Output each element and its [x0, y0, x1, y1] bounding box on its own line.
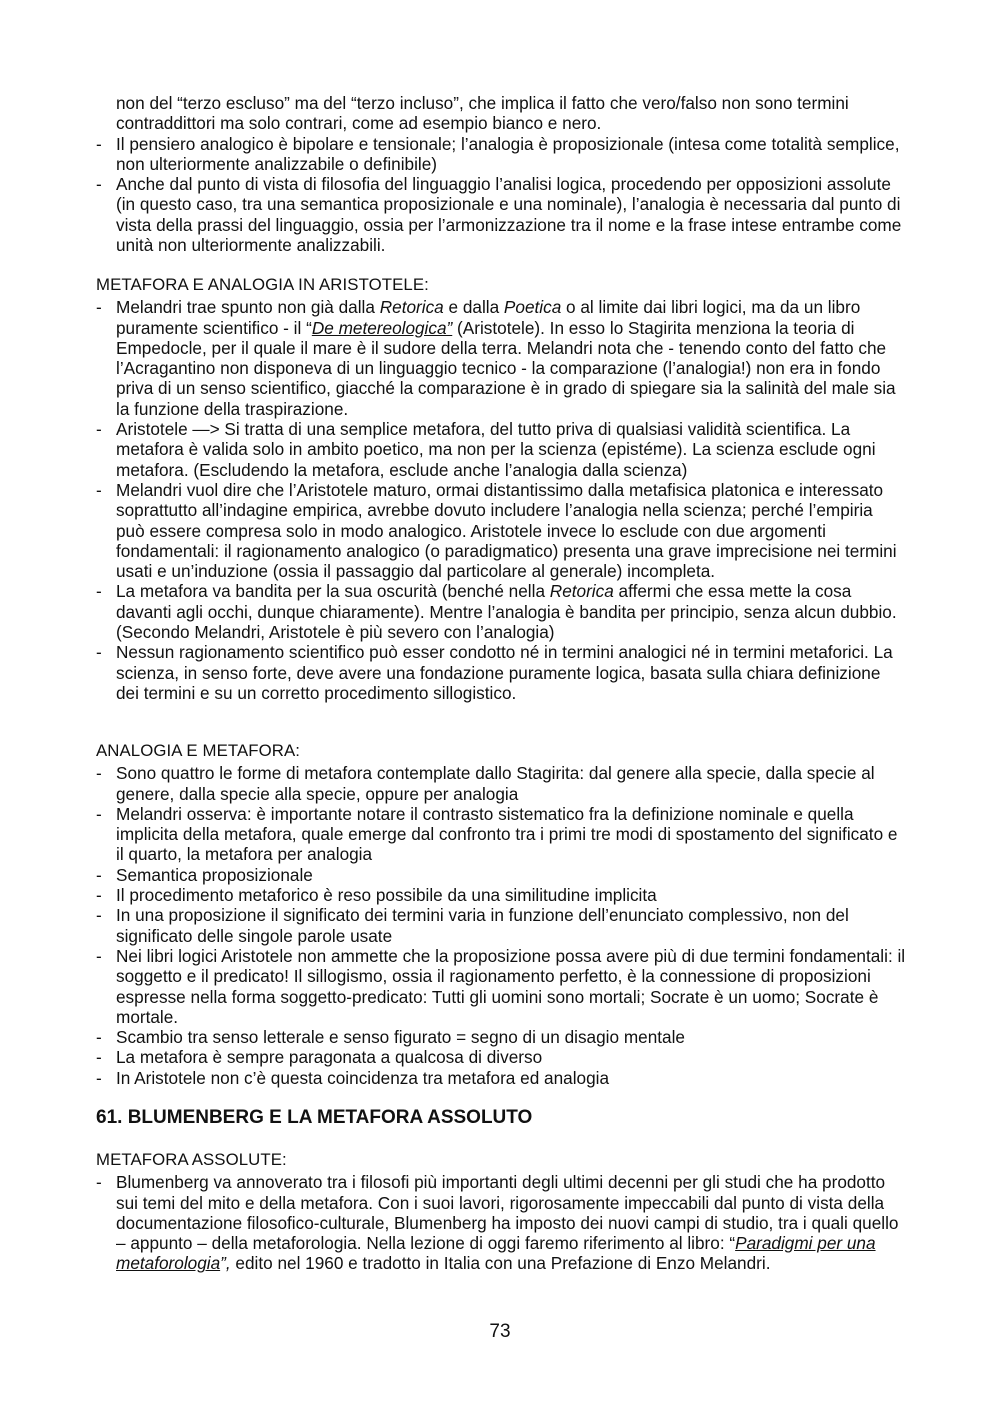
section-aristotele: [96, 275, 906, 703]
blumenberg-list: [96, 1172, 906, 1273]
list-item: - Aristotele —> Si tratta di una semplice metafora, del tutto priva di qualsiasi validità scientifica. La metafora è valida solo in ambito poetico, ma non per la scienza (epistéme). La scienza esclude ogni metafora. (Escludendo la metafora, esclude anche l’analogia dalla scienza): [96, 419, 876, 480]
section-heading: METAFORA ASSOLUTE:: [96, 1150, 287, 1169]
analogia-list: [96, 763, 906, 1088]
bullet-dash: -: [96, 945, 102, 966]
list-item: - La metafora va bandita per la sua oscurità (benché nella Retorica affermi che essa mette la cosa davanti agli occhi, dunque chiaramente). Mentre l’analogia è bandita per principio, senza alcun dubbio. (Secondo Melandri, Aristotele è più severo con l’analogia): [96, 581, 897, 643]
bullet-dash: -: [96, 864, 102, 885]
list-item: - Blumenberg va annoverato tra i filosofi più importanti degli ultimi decenni per gli studi che ha prodotto sui temi del mito e della metafora. Con i suoi lavori, rigorosamente impeccabili dal punto di vista della documentazione filosofico-culturale, Blumenberg ha imposto dei nuovi campi di studio, tra i quali quello – appunto – della metaforologia. Nella lezione di oggi faremo riferimento al libro: “Paradigmi per una metaforologia”, edito nel 1960 e tradotto in Italia con una Prefazione di Enzo Melandri.: [96, 1172, 899, 1274]
book-title-retorica: Retorica: [379, 297, 444, 318]
list-item: - Il pensiero analogico è bipolare e tensionale; l’analogia è proposizionale (intesa come totalità semplice, non ulteriormente analizzabile o definibile): [96, 133, 900, 174]
list-item: - Melandri trae spunto non già dalla Retorica e dalla Poetica o al limite dai libri logici, ma da un libro puramente scientifico - il “De metereologica” (Aristotele). In esso lo Stagirita menziona la teoria di Empedocle, per il quale il mare è il sudore della terra. Melandri nota che - tenendo conto del fatto che l’Acragantino non disponeva di un linguaggio tecnico - la comparazione (l’analogia!) non era in fondo priva di un senso scientifico, giacché la comparazione è in grado di spiegare sia la salinità del male sia la funzione della traspirazione.: [96, 297, 896, 419]
bullet-dash: -: [96, 905, 102, 926]
list-item: - Nei libri logici Aristotele non ammette che la proposizione possa avere più di due termini fondamentali: il soggetto e il predicato! Il sillogismo, ossia il ragionamento perfetto, è la connessione di proposizioni espresse nella forma soggetto-predicato: Tutti gli uomini sono mortali; Socrate è un uomo; Socrate è mortale.: [96, 945, 906, 1027]
bullet-dash: -: [96, 581, 102, 602]
chapter-title: 61. BLUMENBERG E LA METAFORA ASSOLUTO: [96, 1107, 533, 1128]
bullet-dash: -: [96, 1047, 102, 1068]
bullet-dash: -: [96, 1067, 102, 1088]
book-title-paradigmi: Paradigmi per una metaforologia: [116, 1233, 876, 1274]
bullet-dash: -: [96, 1172, 102, 1193]
list-item: - Il procedimento metaforico è reso possibile da una similitudine implicita: [96, 885, 657, 906]
list-item: - La metafora è sempre paragonata a qualcosa di diverso: [96, 1047, 543, 1068]
bullet-dash: -: [96, 297, 102, 318]
book-title-retorica: Retorica: [549, 581, 614, 602]
section-heading: METAFORA E ANALOGIA IN ARISTOTELE:: [96, 275, 429, 294]
book-title-poetica: Poetica: [503, 297, 562, 318]
section-heading: ANALOGIA E METAFORA:: [96, 741, 301, 760]
page-number: 73: [489, 1321, 511, 1342]
intro-continuation: non del “terzo escluso” ma del “terzo incluso”, che implica il fatto che vero/falso non sono termini contraddittori ma solo contrari, come ad esempio bianco e nero.: [116, 93, 849, 134]
list-item: - Nessun ragionamento scientifico può esser condotto né in termini analogici né in termini metaforici. La scienza, in senso forte, deve avere una fondazione puramente logica, basata sulla chiara definizione dei termini e su un corretto procedimento sillogistico.: [96, 642, 893, 703]
list-item: - Scambio tra senso letterale e senso figurato = segno di un disagio mentale: [96, 1027, 685, 1048]
list-item: - Melandri osserva: è importante notare il contrasto sistematico fra la definizione nominale e quella implicita della metafora, quale emerge dal confronto tra i primi tre modi di spostamento del significato e il quarto, la metafora per analogia: [96, 803, 898, 865]
intro-block: [96, 93, 906, 255]
bullet-dash: -: [96, 1027, 102, 1048]
bullet-dash: -: [96, 479, 102, 500]
bullet-dash: -: [96, 803, 102, 824]
bullet-dash: -: [96, 642, 102, 663]
chapter-61: [96, 1108, 906, 1128]
list-item: - In Aristotele non c’è questa coincidenza tra metafora ed analogia: [96, 1067, 610, 1088]
book-title-de-metereologica: De metereologica”: [311, 317, 453, 338]
aristotele-list: [96, 297, 906, 703]
bullet-dash: -: [96, 885, 102, 906]
section-metafora-assolute: [96, 1150, 906, 1274]
list-item: - Sono quattro le forme di metafora contemplate dallo Stagirita: dal genere alla specie, dalla specie al genere, dalla specie alla specie, oppure per analogia: [96, 763, 875, 804]
list-item: - Semantica proposizionale: [96, 864, 313, 885]
section-analogia: [96, 741, 906, 1088]
bullet-dash: -: [96, 174, 102, 195]
list-item: - In una proposizione il significato dei termini varia in funzione dell’enunciato complessivo, non del significato delle singole parole usate: [96, 905, 849, 946]
bullet-dash: -: [96, 419, 102, 440]
bullet-dash: -: [96, 763, 102, 784]
bullet-dash: -: [96, 133, 102, 154]
intro-list: [96, 134, 906, 256]
list-item: - Melandri vuol dire che l’Aristotele maturo, ormai distantissimo dalla metafisica platonica e interessato soprattutto all’indagine empirica, avrebbe dovuto includere l’analogia nella scienza; perché l’empiria può essere compresa solo in modo analogico. Aristotele invece lo esclude con due argomenti fondamentali: il ragionamento analogico (o paradigmatico) presenta una grave imprecisione nei termini usati e un’induzione (ossia il passaggio dal particolare al generale) incompleta.: [96, 479, 897, 582]
list-item: - Anche dal punto di vista di filosofia del linguaggio l’analisi logica, procedendo per opposizioni assolute (in questo caso, tra una semantica proposizionale e una nominale), l’analogia è necessaria dal punto di vista della prassi del linguaggio, ossia per l’armonizzazione tra il nome e la frase intese entrambe come unità non ulteriormente analizzabili.: [96, 174, 902, 256]
